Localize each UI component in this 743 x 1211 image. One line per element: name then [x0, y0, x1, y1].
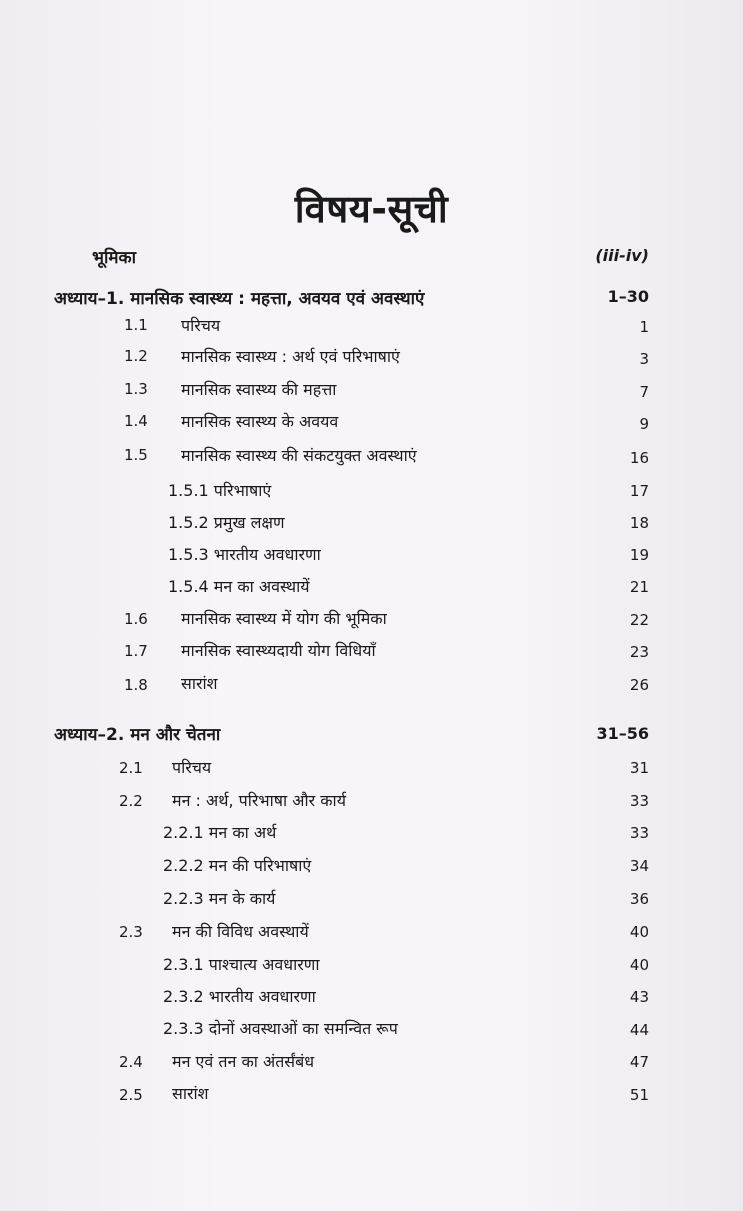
subentry-title: 1.5.1 परिभाषाएं — [168, 481, 272, 500]
page-title: विषय-सूची — [294, 187, 449, 231]
entry-number: 2.1 — [119, 759, 143, 777]
entry-page: 18 — [629, 514, 649, 532]
entry-page: 34 — [629, 857, 649, 875]
chapter-heading: अध्याय–1. मानसिक स्वास्थ्य : महत्ता, अवयव एवं अवस्थाएं — [54, 289, 425, 309]
entry-page: 31 — [629, 759, 649, 777]
entry-page: 26 — [629, 676, 649, 694]
entry-page: 16 — [629, 449, 649, 467]
entry-page: 47 — [629, 1053, 649, 1071]
entry-page: 51 — [629, 1086, 649, 1104]
subentry-title: 1.5.4 मन का अवस्थायें — [168, 577, 310, 596]
entry-page: 33 — [629, 792, 649, 810]
entry-number: 2.5 — [119, 1086, 143, 1104]
entry-page: 7 — [639, 383, 649, 401]
entry-number: 1.7 — [124, 642, 148, 660]
entry-title: मानसिक स्वास्थ्य : अर्थ एवं परिभाषाएं — [181, 347, 400, 366]
entry-title: मन : अर्थ, परिभाषा और कार्य — [172, 791, 346, 810]
entry-page: 36 — [629, 890, 649, 908]
entry-page: 3 — [639, 350, 649, 368]
entry-page: 43 — [629, 988, 649, 1006]
entry-number: 1.1 — [124, 316, 148, 334]
chapter-page-range: 1–30 — [607, 287, 649, 306]
preface-page: (iii-iv) — [595, 246, 649, 265]
entry-title: मानसिक स्वास्थ्य के अवयव — [181, 412, 339, 431]
subentry-title: 2.2.3 मन के कार्य — [163, 889, 276, 908]
subentry-title: 1.5.3 भारतीय अवधारणा — [168, 545, 321, 564]
entry-page: 33 — [629, 824, 649, 842]
entry-title: परिचय — [181, 316, 221, 335]
entry-number: 1.3 — [124, 380, 148, 398]
entry-number: 1.6 — [124, 610, 148, 628]
entry-page: 22 — [629, 611, 649, 629]
entry-number: 2.2 — [119, 792, 143, 810]
entry-page: 40 — [629, 923, 649, 941]
entry-title: मानसिक स्वास्थ्य की संकटयुक्त अवस्थाएं — [181, 446, 417, 465]
subentry-title: 1.5.2 प्रमुख लक्षण — [168, 513, 285, 532]
entry-title: मानसिक स्वास्थ्य में योग की भूमिका — [181, 609, 387, 628]
entry-number: 1.5 — [124, 446, 148, 464]
subentry-title: 2.3.2 भारतीय अवधारणा — [163, 987, 316, 1006]
chapter-page-range: 31–56 — [596, 724, 649, 743]
entry-title: सारांश — [172, 1084, 209, 1103]
entry-title: परिचय — [172, 758, 212, 777]
entry-page: 19 — [629, 546, 649, 564]
entry-number: 1.4 — [124, 412, 148, 430]
entry-page: 1 — [639, 318, 649, 336]
entry-title: मानसिक स्वास्थ्य की महत्ता — [181, 380, 337, 399]
entry-number: 1.8 — [124, 676, 148, 694]
entry-page: 23 — [629, 643, 649, 661]
entry-title: मानसिक स्वास्थ्यदायी योग विधियाँ — [181, 641, 376, 660]
chapter-heading: अध्याय–2. मन और चेतना — [54, 725, 221, 745]
entry-title: सारांश — [181, 674, 218, 693]
subentry-title: 2.2.1 मन का अर्थ — [163, 823, 277, 842]
entry-number: 2.3 — [119, 923, 143, 941]
subentry-title: 2.3.3 दोनों अवस्थाओं का समन्वित रूप — [163, 1019, 398, 1038]
entry-page: 44 — [629, 1021, 649, 1039]
entry-number: 2.4 — [119, 1053, 143, 1071]
entry-page: 40 — [629, 956, 649, 974]
entry-page: 9 — [639, 415, 649, 433]
subentry-title: 2.2.2 मन की परिभाषाएं — [163, 856, 312, 875]
subentry-title: 2.3.1 पाश्चात्य अवधारणा — [163, 955, 320, 974]
preface-label: भूमिका — [92, 248, 136, 268]
entry-page: 21 — [629, 578, 649, 596]
entry-number: 1.2 — [124, 347, 148, 365]
entry-title: मन की विविध अवस्थायें — [172, 922, 309, 941]
entry-page: 17 — [629, 482, 649, 500]
entry-title: मन एवं तन का अंतर्संबंध — [172, 1052, 315, 1071]
